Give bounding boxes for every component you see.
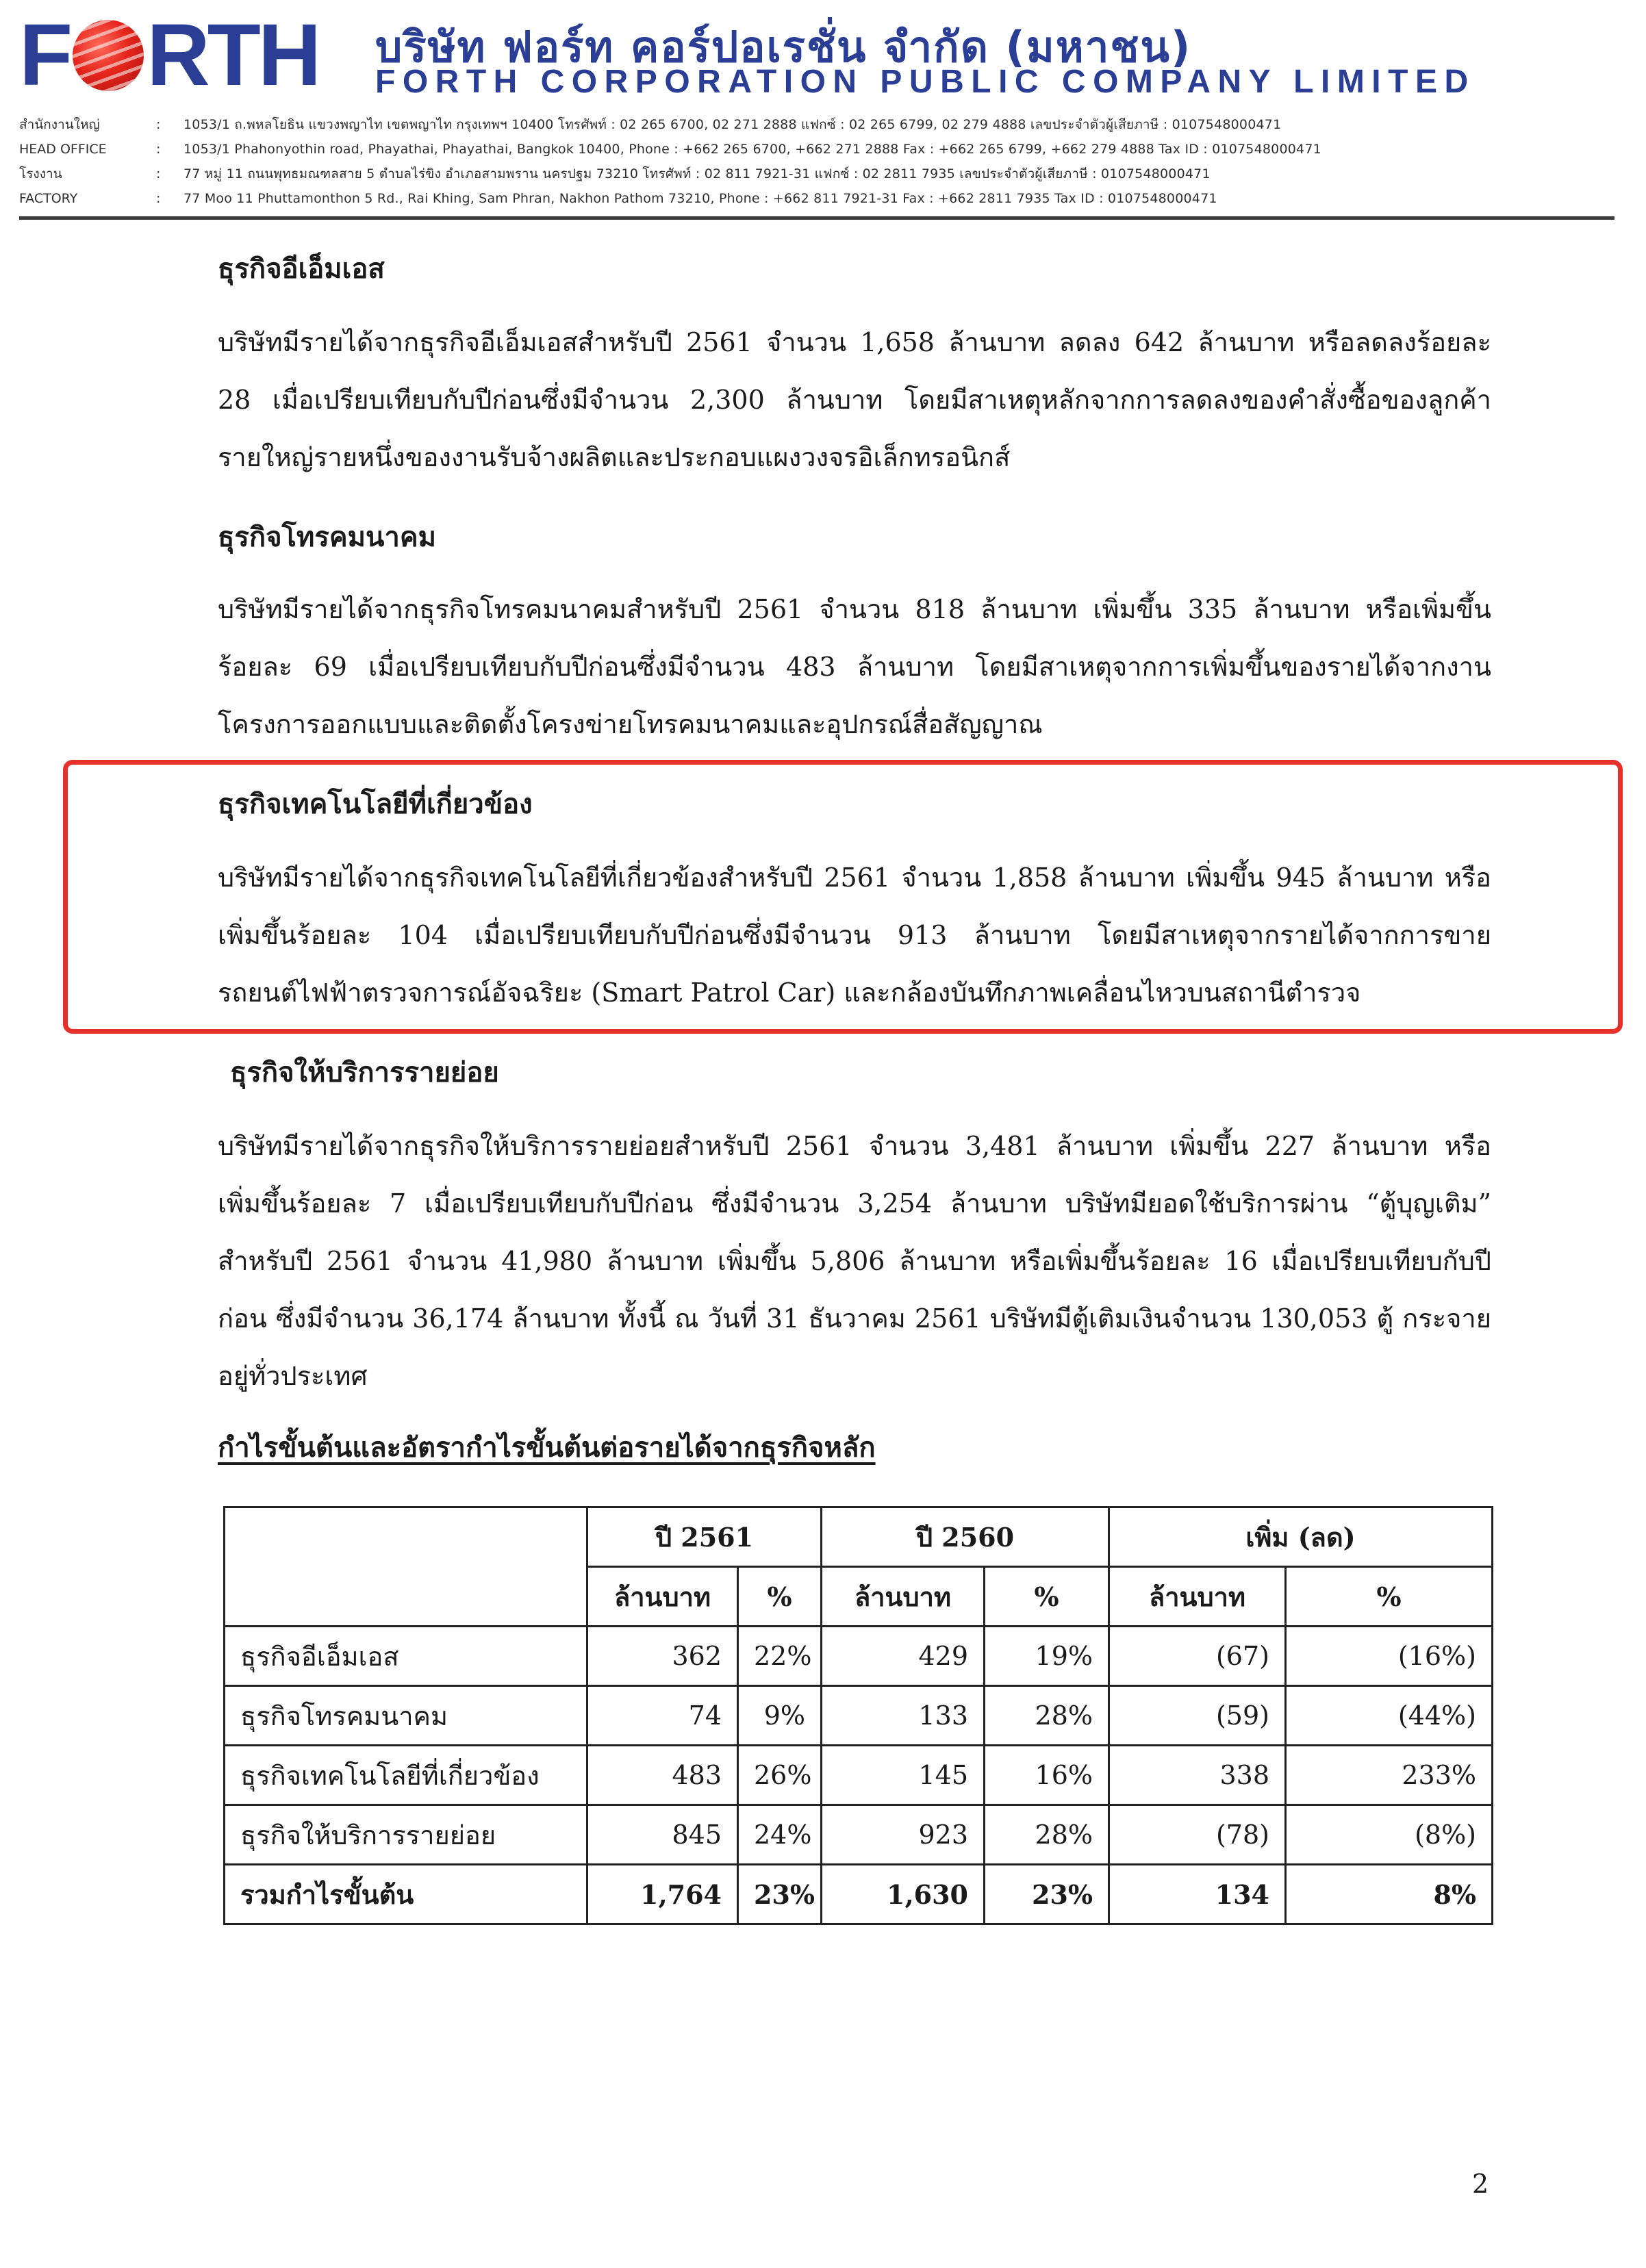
paragraph-line: 28 เมื่อเปรียบเทียบกับปีก่อนซึ่งมีจำนวน 2,300 ล้านบาท โดยมีสาเหตุหลักจากการลดลงของคำสั่งซื้อของลูกค้า	[218, 385, 1491, 415]
paragraph-line: โครงการออกแบบและติดตั้งโครงข่ายโทรคมนาคมและอุปกรณ์สื่อสัญญาณ	[218, 709, 1043, 739]
gross-profit-table	[223, 1506, 1493, 1925]
logo-letters-rth: RTH	[147, 6, 319, 104]
header-change: เพิ่ม (ลด)	[1109, 1507, 1493, 1567]
row-label: ธุรกิจเทคโนโลยีที่เกี่ยวข้อง	[225, 1746, 587, 1805]
subheader-cell: ล้านบาท	[587, 1567, 738, 1627]
paragraph-line: บริษัทมีรายได้จากธุรกิจให้บริการรายย่อยสำหรับปี 2561 จำนวน 3,481 ล้านบาท เพิ่มขึ้น 227 ล้านบาท หรือ	[218, 1131, 1491, 1161]
address-label: HEAD OFFICE	[19, 142, 107, 157]
logo-letter-f: F	[19, 6, 71, 104]
table-cell: 233%	[1286, 1746, 1493, 1805]
row-label: ธุรกิจโทรคมนาคม	[225, 1686, 587, 1746]
address-block	[19, 112, 1615, 211]
row-label: รวมกำไรขั้นต้น	[225, 1865, 587, 1924]
table-cell: (67)	[1109, 1627, 1286, 1686]
table-cell: 362	[587, 1627, 738, 1686]
table-cell: 28%	[985, 1686, 1109, 1746]
address-text: 1053/1 ถ.พหลโยธิน แขวงพญาไท เขตพญาไท กรุงเทพฯ 10400 โทรศัพท์ : 02 265 6700, 02 271 2888 แฟกซ์ : 02 265 6799, 02 279 4888 เลขประจำตัวผู้เสียภาษี : 0107548000471	[183, 117, 1282, 132]
table-cell: 145	[822, 1746, 985, 1805]
header-divider	[19, 216, 1615, 220]
table-row	[225, 1686, 1493, 1746]
header-year-2561: ปี 2561	[587, 1507, 822, 1567]
table-title: กำไรขั้นต้นและอัตรากำไรขั้นต้นต่อรายได้จากธุรกิจหลัก	[218, 1431, 876, 1464]
address-colon: :	[156, 166, 161, 181]
subheader-cell: ล้านบาท	[1109, 1567, 1286, 1627]
table-row	[225, 1746, 1493, 1805]
subheader-cell: %	[1286, 1567, 1493, 1627]
paragraph-line: ร้อยละ 69 เมื่อเปรียบเทียบกับปีก่อนซึ่งมีจำนวน 483 ล้านบาท โดยมีสาเหตุจากการเพิ่มขึ้นของรายได้จากงาน	[218, 652, 1491, 682]
address-row-factory-english	[19, 186, 1615, 211]
paragraph-related-technology	[218, 849, 1491, 1021]
table-cell: 19%	[985, 1627, 1109, 1686]
table-row	[225, 1627, 1493, 1686]
table-cell: 9%	[738, 1686, 822, 1746]
table-cell: 23%	[738, 1865, 822, 1924]
table-cell: (78)	[1109, 1805, 1286, 1865]
paragraph-line: รายใหญ่รายหนึ่งของงานรับจ้างผลิตและประกอบแผงวงจรอิเล็กทรอนิกส์	[218, 442, 1011, 472]
address-row-head-office-english	[19, 137, 1615, 162]
table-cell: 8%	[1286, 1865, 1493, 1924]
table-cell: 24%	[738, 1805, 822, 1865]
table-cell: 22%	[738, 1627, 822, 1686]
table-cell: 1,764	[587, 1865, 738, 1924]
address-colon: :	[156, 191, 161, 206]
address-colon: :	[156, 117, 161, 132]
address-label: สำนักงานใหญ่	[19, 117, 100, 132]
table-cell: 133	[822, 1686, 985, 1746]
table-cell: 1,630	[822, 1865, 985, 1924]
paragraph-line: ก่อน ซึ่งมีจำนวน 36,174 ล้านบาท ทั้งนี้ ณ วันที่ 31 ธันวาคม 2561 บริษัทมีตู้เติมเงินจำนวน 130,053 ตู้ กระจาย	[218, 1303, 1491, 1334]
table-cell: 26%	[738, 1746, 822, 1805]
paragraph-line: เพิ่มขึ้นร้อยละ 7 เมื่อเปรียบเทียบกับปีก่อน ซึ่งมีจำนวน 3,254 ล้านบาท บริษัทมียอดใช้บริการผ่าน “ตู้บุญเติม”	[218, 1188, 1491, 1219]
forth-logo	[19, 6, 319, 104]
row-label: ธุรกิจให้บริการรายย่อย	[225, 1805, 587, 1865]
paragraph-line: บริษัทมีรายได้จากธุรกิจเทคโนโลยีที่เกี่ยวข้องสำหรับปี 2561 จำนวน 1,858 ล้านบาท เพิ่มขึ้น 945 ล้านบาท หรือ	[218, 863, 1491, 893]
table-cell: 483	[587, 1746, 738, 1805]
table-corner-cell	[225, 1507, 587, 1627]
paragraph-line: สำหรับปี 2561 จำนวน 41,980 ล้านบาท เพิ่มขึ้น 5,806 ล้านบาท หรือเพิ่มขึ้นร้อยละ 16 เมื่อเปรียบเทียบกับปี	[218, 1246, 1491, 1276]
address-text: 77 Moo 11 Phuttamonthon 5 Rd., Rai Khing, Sam Phran, Nakhon Pathom 73210, Phone : +662 811 7921-31 Fax : +662 2811 7935 Tax ID : 0107548000471	[183, 191, 1217, 206]
paragraph-ems	[218, 314, 1491, 486]
heading-ems: ธุรกิจอีเอ็มเอส	[218, 253, 385, 285]
table-cell: 28%	[985, 1805, 1109, 1865]
paragraph-line: อยู่ทั่วประเทศ	[218, 1361, 368, 1391]
company-name-thai: บริษัท ฟอร์ท คอร์ปอเรชั่น จำกัด (มหาชน)	[375, 22, 1192, 72]
paragraph-line: เพิ่มขึ้นร้อยละ 104 เมื่อเปรียบเทียบกับปีก่อนซึ่งมีจำนวน 913 ล้านบาท โดยมีสาเหตุจากรายได้จากการขาย	[218, 920, 1491, 950]
heading-telecom: ธุรกิจโทรคมนาคม	[218, 521, 436, 553]
table-cell: 134	[1109, 1865, 1286, 1924]
table-cell: 338	[1109, 1746, 1286, 1805]
table-cell: 429	[822, 1627, 985, 1686]
paragraph-line: บริษัทมีรายได้จากธุรกิจโทรคมนาคมสำหรับปี 2561 จำนวน 818 ล้านบาท เพิ่มขึ้น 335 ล้านบาท หรือเพิ่มขึ้น	[218, 594, 1491, 624]
table-cell: (59)	[1109, 1686, 1286, 1746]
paragraph-line: รถยนต์ไฟฟ้าตรวจการณ์อัจฉริยะ (Smart Patrol Car) และกล้องบันทึกภาพเคลื่อนไหวบนสถานีตำรวจ	[218, 978, 1361, 1008]
company-name-english: FORTH CORPORATION PUBLIC COMPANY LIMITED	[375, 64, 1476, 100]
table-cell: 23%	[985, 1865, 1109, 1924]
address-row-head-office-thai	[19, 112, 1615, 137]
paragraph-line: บริษัทมีรายได้จากธุรกิจอีเอ็มเอสสำหรับปี 2561 จำนวน 1,658 ล้านบาท ลดลง 642 ล้านบาท หรือลดลงร้อยละ	[218, 327, 1491, 357]
address-label: FACTORY	[19, 191, 78, 206]
table-total-row	[225, 1865, 1493, 1924]
header-year-2560: ปี 2560	[822, 1507, 1109, 1567]
table-cell: (8%)	[1286, 1805, 1493, 1865]
table-cell: (16%)	[1286, 1627, 1493, 1686]
subheader-cell: %	[985, 1567, 1109, 1627]
table-cell: 74	[587, 1686, 738, 1746]
address-label: โรงงาน	[19, 166, 62, 181]
address-text: 1053/1 Phahonyothin road, Phayathai, Phayathai, Bangkok 10400, Phone : +662 265 6700, +662 271 2888 Fax : +662 265 6799, +662 279 4888 Tax ID : 0107548000471	[183, 142, 1321, 157]
address-text: 77 หมู่ 11 ถนนพุทธมณฑลสาย 5 ตำบลไร่ขิง อำเภอสามพราน นครปฐม 73210 โทรศัพท์ : 02 811 7921-31 แฟกซ์ : 02 2811 7935 เลขประจำตัวผู้เสียภาษี : 0107548000471	[183, 166, 1211, 181]
page-number: 2	[1472, 2169, 1489, 2199]
heading-related-technology: ธุรกิจเทคโนโลยีที่เกี่ยวข้อง	[218, 788, 533, 820]
table-cell: 845	[587, 1805, 738, 1865]
subheader-cell: %	[738, 1567, 822, 1627]
table-cell: 16%	[985, 1746, 1109, 1805]
heading-retail-services: ธุรกิจให้บริการรายย่อย	[230, 1056, 499, 1088]
paragraph-retail-services	[218, 1117, 1491, 1405]
address-row-factory-thai	[19, 162, 1615, 186]
table-header-row	[225, 1507, 1493, 1567]
table-row	[225, 1805, 1493, 1865]
row-label: ธุรกิจอีเอ็มเอส	[225, 1627, 587, 1686]
table-cell: (44%)	[1286, 1686, 1493, 1746]
table-cell: 923	[822, 1805, 985, 1865]
paragraph-telecom	[218, 581, 1491, 753]
subheader-cell: ล้านบาท	[822, 1567, 985, 1627]
logo-globe-icon	[73, 20, 144, 91]
address-colon: :	[156, 142, 161, 157]
